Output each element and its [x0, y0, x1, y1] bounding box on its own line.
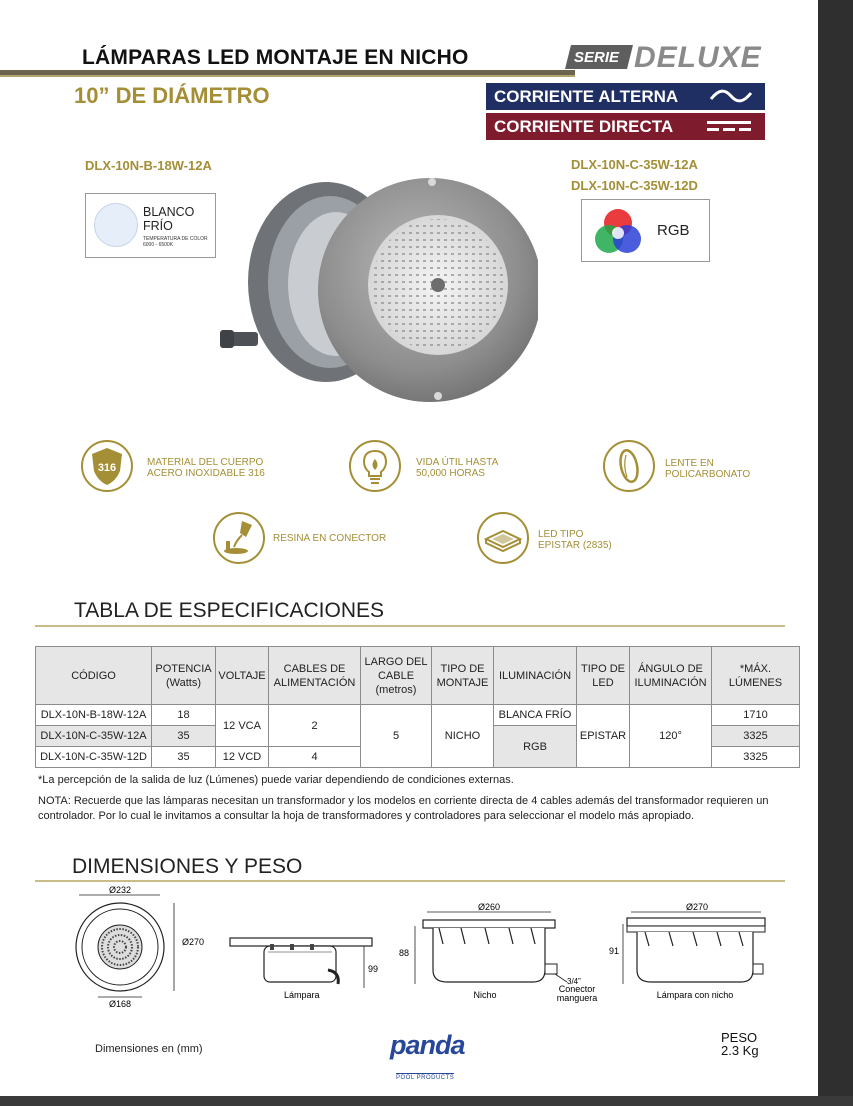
weight-value: 2.3 Kg	[721, 1043, 759, 1058]
viewer-bottom-edge	[0, 1096, 853, 1106]
cell-largo: 5	[361, 705, 432, 768]
feature-lens-line2: POLICARBONATO	[665, 469, 751, 480]
lumen-footnote: *La percepción de la salida de luz (Lúmenes) puede variar dependiendo de condiciones externas.	[38, 774, 514, 786]
col-lumenes: *MÁX. LÚMENES	[712, 647, 800, 705]
rgb-label: RGB	[657, 222, 690, 239]
lamp-side-label: Lámpara	[284, 990, 320, 1000]
col-iluminacion: ILUMINACIÓN	[494, 647, 577, 705]
feature-lens-line1: LENTE EN	[665, 458, 714, 469]
table-row	[36, 705, 800, 726]
feature-led	[538, 529, 612, 551]
cell-angulo: 120°	[630, 705, 712, 768]
shield-badge-text: 316	[97, 462, 117, 474]
transformer-note	[38, 794, 768, 824]
lens-icon	[602, 439, 656, 493]
current-ac-banner	[486, 83, 765, 110]
feature-resin	[273, 533, 386, 544]
transformer-note-line1: NOTA: Recuerde que las lámparas necesitan un transformador y los modelos en corriente directa de 4 cables además del transformador requieren un	[38, 795, 769, 807]
niche-label: Nicho	[473, 990, 497, 1000]
col-montaje: TIPO DE MONTAJE	[432, 647, 494, 705]
title-underline-accent	[0, 75, 575, 77]
cell-ilum-rgb: RGB	[494, 726, 577, 768]
weight-block	[721, 1031, 759, 1057]
niche-top-dim: Ø260	[477, 902, 501, 912]
shield-316-icon	[80, 439, 134, 493]
spec-header-row	[36, 647, 800, 705]
rgb-swatch-box	[581, 199, 710, 262]
cool-white-swatch	[94, 203, 138, 247]
cell-codigo: DLX-10N-C-35W-12D	[36, 747, 152, 768]
cell-cables-ac: 2	[269, 705, 361, 747]
dimensions-section-title: DIMENSIONES Y PESO	[72, 855, 303, 878]
color-temp-label: TEMPERATURA DE COLOR	[143, 236, 208, 242]
led-chip-icon	[476, 511, 530, 565]
cell-lumenes: 3325	[712, 726, 800, 747]
cool-white-label-2: FRÍO	[143, 219, 173, 233]
current-dc-label: CORRIENTE DIRECTA	[494, 117, 674, 136]
col-potencia: POTENCIA (Watts)	[152, 647, 216, 705]
dc-lines-icon	[705, 118, 753, 134]
transformer-note-line2: controlador. Por lo cual le invitamos a consultar la hoja de transformadores y controladores para seleccionar el modelo más apropiado.	[38, 810, 695, 822]
feature-led-line1: LED TIPO	[538, 529, 584, 540]
cell-lumenes: 3325	[712, 747, 800, 768]
cool-white-label-1: BLANCO	[143, 205, 195, 219]
combo-height-dim: 91	[609, 946, 620, 956]
lamp-product-image	[218, 160, 538, 420]
lamp-side-drawing	[228, 930, 388, 1005]
lightbulb-icon	[348, 439, 402, 493]
combo-label: Lámpara con nicho	[656, 990, 734, 1000]
combo-top-dim: Ø270	[685, 902, 709, 912]
front-right-dim: Ø270	[182, 937, 205, 947]
current-dc-banner	[486, 113, 765, 140]
col-largo: LARGO DEL CABLE (metros)	[361, 647, 432, 705]
feature-life	[416, 457, 498, 479]
feature-lens	[665, 458, 750, 480]
units-note: Dimensiones en (mm)	[95, 1043, 203, 1055]
front-top-dim: Ø232	[108, 885, 132, 895]
color-temp-value: 6000 - 6500K	[143, 242, 174, 248]
cell-potencia: 35	[152, 747, 216, 768]
resin-connector-icon	[212, 511, 266, 565]
cell-potencia: 35	[152, 726, 216, 747]
col-tipo-led: TIPO DE LED	[577, 647, 630, 705]
col-codigo: CÓDIGO	[36, 647, 152, 705]
cell-potencia: 18	[152, 705, 216, 726]
front-bottom-dim: Ø168	[108, 999, 132, 1009]
feature-material-line1: MATERIAL DEL CUERPO	[147, 457, 264, 468]
model-code-rgb-ac: DLX-10N-C-35W-12A	[571, 157, 698, 172]
ac-wave-icon	[709, 88, 753, 104]
connector-size: 3/4”	[567, 977, 581, 986]
series-name: DELUXE	[634, 41, 762, 74]
cell-tipo-led: EPISTAR	[577, 705, 630, 768]
cell-codigo: DLX-10N-C-35W-12A	[36, 726, 152, 747]
panda-logo-sub: POOL PRODUCTS	[396, 1075, 455, 1081]
feature-led-line2: EPISTAR (2835)	[538, 540, 612, 551]
cell-montaje: NICHO	[432, 705, 494, 768]
lamp-height-dim: 99	[368, 964, 379, 974]
panda-logo: panda	[390, 1030, 465, 1060]
spec-section-rule	[35, 625, 785, 627]
viewer-right-edge	[818, 0, 853, 1106]
page-title: LÁMPARAS LED MONTAJE EN NICHO	[82, 46, 469, 69]
model-code-white: DLX-10N-B-18W-12A	[85, 158, 212, 173]
connector-label-2: manguera	[556, 993, 598, 1003]
feature-material-line2: ACERO INOXIDABLE 316	[147, 468, 265, 479]
rgb-circles-icon	[589, 205, 647, 259]
serie-label: SERIE	[574, 49, 620, 66]
page-subtitle: 10” DE DIÁMETRO	[74, 83, 270, 108]
front-view-drawing	[60, 885, 210, 1015]
current-ac-label: CORRIENTE ALTERNA	[494, 87, 679, 106]
dimensions-section-rule	[35, 880, 785, 882]
cell-ilum-blanca: BLANCA FRÍO	[494, 705, 577, 726]
col-cables: CABLES DE ALIMENTACIÓN	[269, 647, 361, 705]
feature-life-line2: 50,000 HORAS	[416, 468, 485, 479]
connector-label-1: Conector	[558, 984, 596, 994]
weight-label: PESO	[721, 1030, 758, 1045]
niche-height-dim: 88	[399, 948, 410, 958]
col-voltaje: VOLTAJE	[216, 647, 269, 705]
spec-section-title: TABLA DE ESPECIFICACIONES	[74, 599, 385, 622]
col-angulo: ÁNGULO DE ILUMINACIÓN	[630, 647, 712, 705]
feature-life-line1: VIDA ÚTIL HASTA	[416, 457, 499, 468]
niche-side-drawing	[395, 900, 610, 1005]
cell-voltaje-dc: 12 VCD	[216, 747, 269, 768]
cell-cables-dc: 4	[269, 747, 361, 768]
cool-white-swatch-box	[85, 193, 216, 258]
model-code-rgb-dc: DLX-10N-C-35W-12D	[571, 178, 698, 193]
combo-side-drawing	[605, 900, 780, 1005]
spec-table	[35, 646, 800, 768]
feature-resin-line1: RESINA EN CONECTOR	[273, 533, 387, 544]
cell-voltaje-ac: 12 VCA	[216, 705, 269, 747]
cell-lumenes: 1710	[712, 705, 800, 726]
cell-codigo: DLX-10N-B-18W-12A	[36, 705, 152, 726]
feature-material	[147, 457, 265, 479]
